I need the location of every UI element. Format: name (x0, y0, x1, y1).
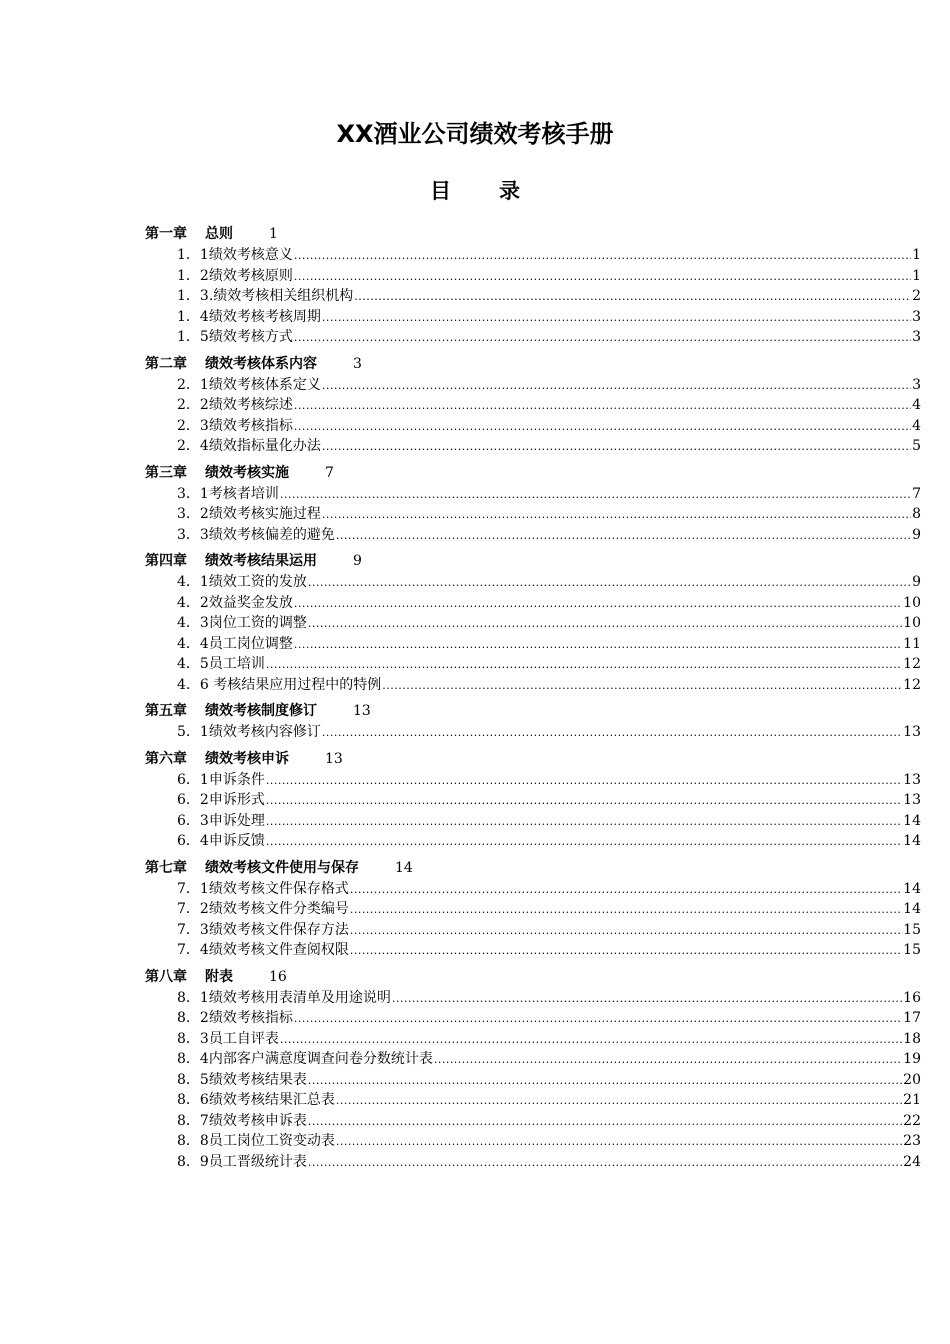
toc-chapter-heading[interactable] (145, 551, 921, 572)
toc-entry[interactable] (145, 395, 921, 416)
chapter-number: 第五章 (145, 703, 187, 719)
dot-leader (354, 286, 911, 307)
dot-leader (308, 1152, 902, 1173)
chapter-page-number: 14 (395, 859, 413, 876)
toc-entry-page-number: 1 (912, 267, 921, 284)
toc-entry-page-number: 1 (912, 247, 921, 263)
toc-entry-title: 8．9员工晋级统计表 (177, 1153, 307, 1170)
toc-entry-page-number: 11 (903, 635, 921, 652)
toc-entry-page-number: 14 (903, 901, 921, 917)
toc-entry-page-number: 12 (903, 676, 921, 693)
chapter-title: 绩效考核制度修订 (205, 703, 317, 719)
toc-chapter-heading[interactable] (145, 967, 921, 988)
toc-entry-title: 8．3员工自评表 (177, 1030, 279, 1047)
toc-entry[interactable] (145, 1070, 921, 1091)
dot-leader (336, 1090, 902, 1111)
toc-chapter-heading[interactable] (145, 463, 921, 484)
toc-entry[interactable] (145, 1008, 921, 1029)
toc-entry-page-number: 19 (903, 1051, 921, 1067)
dot-leader (350, 940, 902, 961)
toc-entry[interactable] (145, 307, 921, 328)
toc-entry[interactable] (145, 940, 921, 961)
chapter-title: 绩效考核实施 (205, 464, 289, 481)
toc-entry-title: 1．1绩效考核意义 (177, 247, 293, 263)
toc-entry-title: 8．2绩效考核指标 (177, 1010, 293, 1026)
toc-entry-title: 6．4申诉反馈 (177, 833, 265, 849)
dot-leader (280, 484, 911, 505)
dot-leader (266, 770, 902, 791)
chapter-number: 第七章 (145, 859, 187, 876)
toc-entry-page-number: 2 (912, 288, 921, 304)
toc-entry-title: 8．6绩效考核结果汇总表 (177, 1092, 335, 1108)
toc-entry-title: 8．8员工岗位工资变动表 (177, 1133, 335, 1149)
dot-leader (308, 572, 911, 593)
toc-entry[interactable] (145, 593, 921, 614)
toc-entry-page-number: 21 (903, 1092, 921, 1108)
chapter-number: 第三章 (145, 464, 187, 481)
toc-entry-page-number: 14 (903, 833, 921, 849)
toc-entry-page-number: 15 (903, 921, 921, 938)
toc-entry-page-number: 12 (903, 656, 921, 672)
dot-leader (294, 593, 902, 614)
chapter-title: 绩效考核结果运用 (205, 553, 317, 569)
dot-leader (308, 1070, 902, 1091)
toc-entry[interactable] (145, 1152, 921, 1173)
toc-entry[interactable] (145, 654, 921, 675)
toc-entry[interactable] (145, 722, 921, 743)
chapter-title: 总则 (205, 226, 233, 242)
dot-leader (280, 1029, 902, 1050)
dot-leader (322, 722, 902, 743)
dot-leader (308, 613, 902, 634)
toc-entry[interactable] (145, 245, 921, 266)
toc-entry-title: 6．2申诉形式 (177, 792, 265, 808)
dot-leader (322, 307, 911, 328)
toc-entry-page-number: 13 (903, 792, 921, 808)
toc-entry[interactable] (145, 266, 921, 287)
toc-entry[interactable] (145, 375, 921, 396)
toc-entry-title: 3．1考核者培训 (177, 485, 279, 502)
toc-entry[interactable] (145, 1131, 921, 1152)
toc-chapter-heading[interactable] (145, 354, 921, 375)
toc-entry-page-number: 13 (903, 771, 921, 788)
toc-entry-title: 1．2绩效考核原则 (177, 267, 293, 284)
toc-entry[interactable] (145, 436, 921, 457)
toc-entry[interactable] (145, 811, 921, 832)
toc-entry-title: 7．3绩效考核文件保存方法 (177, 921, 349, 938)
toc-entry-page-number: 3 (912, 376, 921, 393)
chapter-page-number: 13 (325, 750, 343, 767)
toc-entry-page-number: 9 (912, 526, 921, 543)
toc-entry-page-number: 5 (912, 438, 921, 454)
toc-entry-title: 4．4员工岗位调整 (177, 635, 293, 652)
toc-entry-title: 2．3绩效考核指标 (177, 417, 293, 434)
toc-entry-title: 3．2绩效考核实施过程 (177, 506, 321, 522)
toc-chapter-heading[interactable] (145, 858, 921, 879)
dot-leader (382, 675, 902, 696)
dot-leader (266, 811, 902, 832)
toc-entry-page-number: 16 (903, 989, 921, 1006)
dot-leader (294, 395, 911, 416)
dot-leader (322, 436, 911, 457)
toc-chapter (145, 701, 921, 743)
toc-entry-title: 2．2绩效考核综述 (177, 397, 293, 413)
toc-chapter (145, 463, 921, 546)
toc-chapter-heading[interactable] (145, 701, 921, 722)
toc-entry-title: 5．1绩效考核内容修订 (177, 724, 321, 740)
toc-entry-title: 4．3岗位工资的调整 (177, 615, 307, 631)
document-title: XX酒业公司绩效考核手册 (336, 120, 614, 148)
toc-entry-title: 8．4内部客户满意度调查问卷分数统计表 (177, 1051, 433, 1067)
toc-entry-page-number: 3 (912, 308, 921, 325)
toc-entry[interactable] (145, 634, 921, 655)
chapter-page-number: 7 (325, 464, 334, 481)
toc-entry[interactable] (145, 770, 921, 791)
toc-entry-title: 7．2绩效考核文件分类编号 (177, 901, 349, 917)
toc-entry-title: 6．1申诉条件 (177, 771, 265, 788)
toc-entry-page-number: 13 (903, 724, 921, 740)
toc-entry-title: 4．2效益奖金发放 (177, 594, 293, 611)
toc-entry-title: 1．4绩效考核考核周期 (177, 308, 321, 325)
toc-entry[interactable] (145, 327, 921, 348)
toc-entry-title: 8．7绩效考核申诉表 (177, 1112, 307, 1129)
chapter-page-number: 1 (269, 226, 278, 242)
toc-heading-char-1: 目 (430, 179, 451, 203)
toc-entry-page-number: 23 (903, 1133, 921, 1149)
chapter-title: 附表 (205, 968, 233, 985)
dot-leader (434, 1049, 902, 1070)
dot-leader (294, 327, 911, 348)
toc-entry[interactable] (145, 286, 921, 307)
toc-entry-page-number: 8 (912, 506, 921, 522)
toc-entry[interactable] (145, 1090, 921, 1111)
chapter-title: 绩效考核文件使用与保存 (205, 859, 359, 876)
toc-entry-title: 7．1绩效考核文件保存格式 (177, 880, 349, 897)
toc-chapter (145, 967, 921, 1173)
toc-entry[interactable] (145, 613, 921, 634)
chapter-page-number: 9 (353, 553, 362, 569)
toc-entry[interactable] (145, 525, 921, 546)
toc-entry-page-number: 10 (903, 615, 921, 631)
toc-entry[interactable] (145, 1029, 921, 1050)
toc-chapter (145, 551, 921, 695)
toc-entry-title: 4．1绩效工资的发放 (177, 574, 307, 590)
toc-entry-title: 3．3绩效考核偏差的避免 (177, 526, 335, 543)
toc-chapter (145, 354, 921, 457)
toc-entry[interactable] (145, 790, 921, 811)
toc-heading (0, 176, 950, 206)
dot-leader (294, 634, 902, 655)
toc-entry-page-number: 3 (912, 329, 921, 345)
dot-leader (350, 920, 902, 941)
dot-leader (294, 245, 911, 266)
chapter-number: 第八章 (145, 968, 187, 985)
chapter-page-number: 16 (269, 968, 287, 985)
dot-leader (350, 879, 902, 900)
toc-entry-title: 1．5绩效考核方式 (177, 329, 293, 345)
toc-entry[interactable] (145, 920, 921, 941)
dot-leader (294, 1008, 902, 1029)
toc-entry-page-number: 9 (912, 574, 921, 590)
table-of-contents (145, 224, 921, 1172)
dot-leader (266, 790, 902, 811)
toc-entry[interactable] (145, 831, 921, 852)
toc-chapter-heading[interactable] (145, 749, 921, 770)
dot-leader (336, 1131, 902, 1152)
dot-leader (294, 266, 911, 287)
dot-leader (266, 831, 902, 852)
chapter-number: 第一章 (145, 226, 187, 242)
dot-leader (392, 988, 902, 1009)
toc-entry-title: 1．3.绩效考核相关组织机构 (177, 288, 354, 304)
toc-entry-title: 2．1绩效考核体系定义 (177, 376, 321, 393)
toc-entry-title: 6．3申诉处理 (177, 812, 265, 829)
toc-entry-page-number: 14 (903, 812, 921, 829)
toc-entry-page-number: 10 (903, 594, 921, 611)
toc-entry-page-number: 4 (912, 397, 921, 413)
dot-leader (266, 654, 902, 675)
chapter-title: 绩效考核申诉 (205, 750, 289, 767)
toc-entry-title: 8．5绩效考核结果表 (177, 1071, 307, 1088)
chapter-number: 第四章 (145, 553, 187, 569)
chapter-number: 第二章 (145, 355, 187, 372)
dot-leader (336, 525, 911, 546)
toc-entry[interactable] (145, 879, 921, 900)
toc-chapter (145, 749, 921, 852)
dot-leader (308, 1111, 902, 1132)
toc-chapter (145, 858, 921, 961)
toc-entry-page-number: 14 (903, 880, 921, 897)
chapter-page-number: 3 (353, 355, 362, 372)
toc-entry-page-number: 22 (903, 1112, 921, 1129)
dot-leader (294, 416, 911, 437)
chapter-page-number: 13 (353, 703, 371, 719)
toc-entry-title: 8．1绩效考核用表清单及用途说明 (177, 989, 391, 1006)
toc-entry-page-number: 7 (912, 485, 921, 502)
toc-entry-title: 4．6 考核结果应用过程中的特例 (177, 676, 382, 693)
dot-leader (350, 899, 902, 920)
toc-entry[interactable] (145, 899, 921, 920)
dot-leader (322, 375, 911, 396)
toc-entry-title: 2．4绩效指标量化办法 (177, 438, 321, 454)
toc-heading-char-2: 录 (499, 179, 520, 203)
toc-entry-page-number: 15 (903, 942, 921, 958)
toc-entry-title: 7．4绩效考核文件查阅权限 (177, 942, 349, 958)
toc-entry[interactable] (145, 484, 921, 505)
toc-entry[interactable] (145, 1111, 921, 1132)
toc-chapter-heading[interactable] (145, 224, 921, 245)
toc-entry[interactable] (145, 1049, 921, 1070)
chapter-title: 绩效考核体系内容 (205, 355, 317, 372)
toc-entry-title: 4．5员工培训 (177, 656, 265, 672)
toc-entry-page-number: 18 (903, 1030, 921, 1047)
toc-entry[interactable] (145, 675, 921, 696)
toc-entry-page-number: 20 (903, 1071, 921, 1088)
dot-leader (322, 504, 911, 525)
toc-entry[interactable] (145, 504, 921, 525)
toc-chapter (145, 224, 921, 348)
toc-entry-page-number: 4 (912, 417, 921, 434)
toc-entry[interactable] (145, 572, 921, 593)
toc-entry-page-number: 24 (903, 1153, 921, 1170)
toc-entry-page-number: 17 (903, 1010, 921, 1026)
toc-entry[interactable] (145, 988, 921, 1009)
chapter-number: 第六章 (145, 750, 187, 767)
toc-entry[interactable] (145, 416, 921, 437)
